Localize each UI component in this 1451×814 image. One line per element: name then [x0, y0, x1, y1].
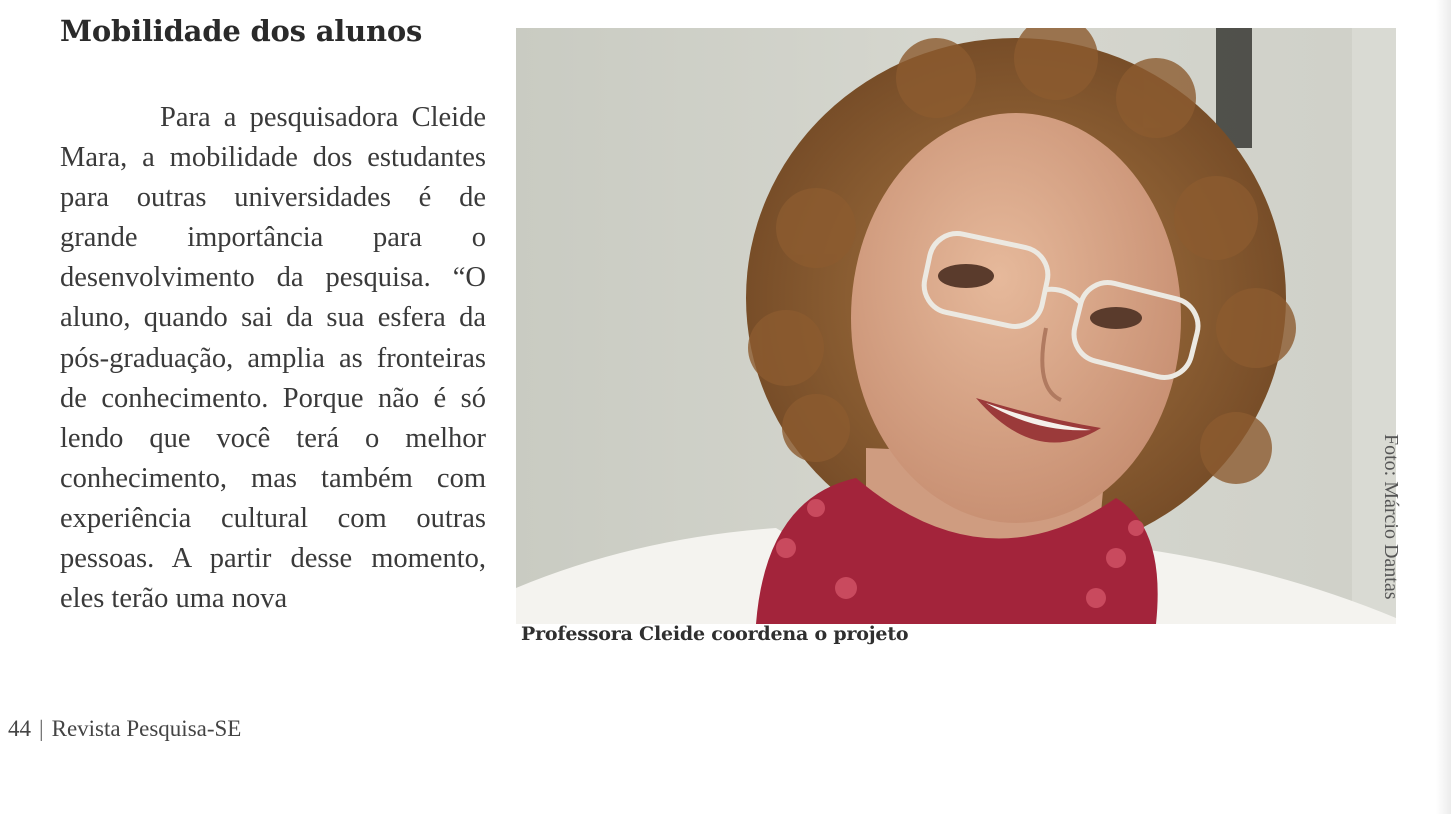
article-paragraph: Para a pesquisadora Cleide Mara, a mobilidade dos estudantes para outras universidades é de grande importância para o desenvolvimento da pesquisa. “O aluno, quando sai da sua esfera da pós-graduação, amplia as fronteiras de conhecimento. Porque não é só lendo que você terá o melhor conhecimento, mas também com experiência cultural com outras pessoas. A partir desse momento, eles terão uma nova — [60, 102, 486, 615]
photo-caption: Professora Cleide coordena o projeto — [521, 623, 909, 645]
publication-name: Revista Pesquisa-SE — [51, 716, 242, 741]
footer-separator: | — [39, 716, 44, 741]
section-title: Mobilidade dos alunos — [60, 14, 423, 48]
portrait-illustration — [516, 28, 1396, 624]
photo-credit: Foto: Márcio Dantas — [1380, 434, 1402, 600]
page-number: 44 — [8, 716, 31, 741]
page-footer — [8, 716, 241, 742]
page-edge-shadow — [1436, 0, 1451, 814]
portrait-photo — [516, 28, 1396, 624]
